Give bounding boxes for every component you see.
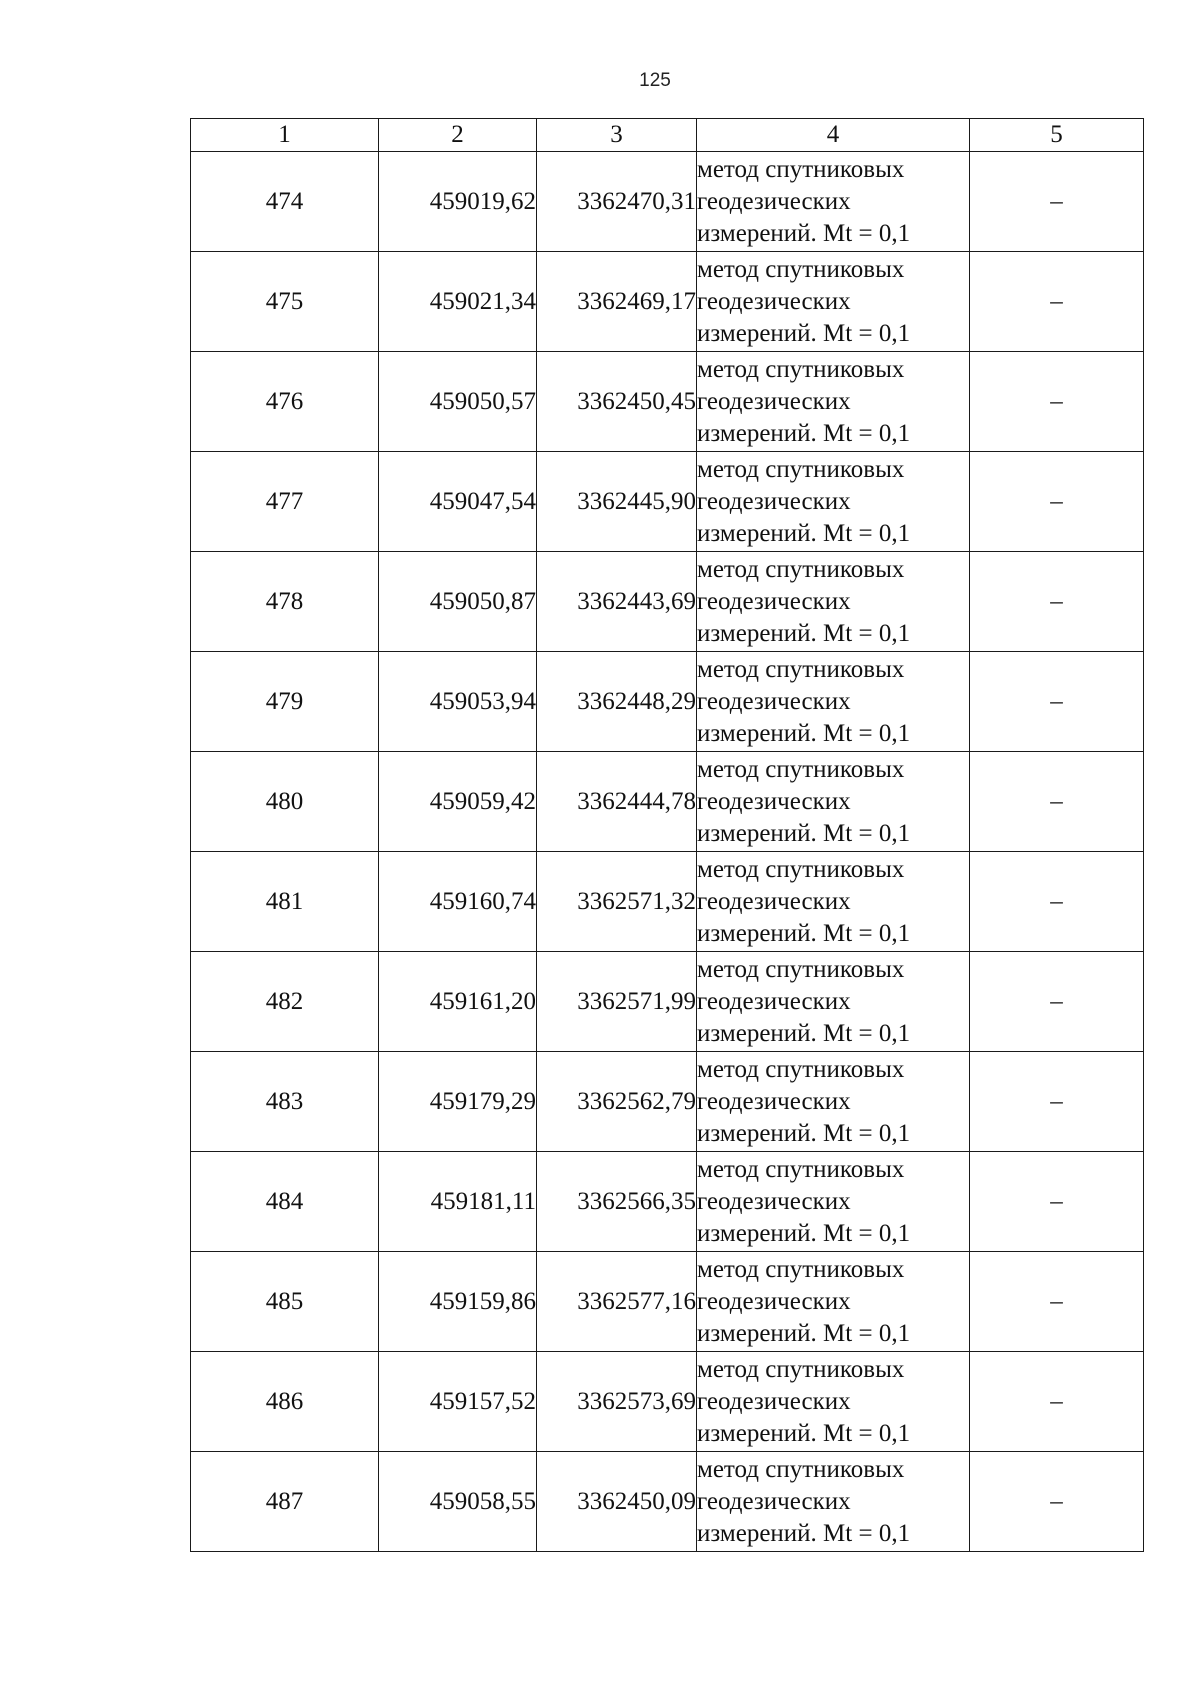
point-number-cell: 486	[191, 1352, 379, 1452]
method-cell	[697, 1452, 970, 1552]
y-coordinate-cell: 3362566,35	[537, 1152, 697, 1252]
table-row	[191, 1252, 1144, 1352]
point-number-cell: 477	[191, 452, 379, 552]
method-line: геодезических	[697, 987, 851, 1015]
note-cell: –	[970, 252, 1144, 352]
method-line: метод спутниковых	[697, 655, 905, 683]
table-body	[191, 152, 1144, 1552]
table-row	[191, 252, 1144, 352]
x-coordinate-cell: 459159,86	[379, 1252, 537, 1352]
x-coordinate-cell: 459160,74	[379, 852, 537, 952]
method-line: геодезических	[697, 887, 851, 915]
y-coordinate-cell: 3362448,29	[537, 652, 697, 752]
point-number-cell: 485	[191, 1252, 379, 1352]
x-coordinate-cell: 459179,29	[379, 1052, 537, 1152]
y-coordinate-cell: 3362450,45	[537, 352, 697, 452]
table-row	[191, 1452, 1144, 1552]
method-cell	[697, 752, 970, 852]
method-cell	[697, 952, 970, 1052]
method-line: измерений. Mt = 0,1	[697, 1119, 911, 1147]
method-line: измерений. Mt = 0,1	[697, 419, 911, 447]
method-line: метод спутниковых	[697, 755, 905, 783]
table-row	[191, 852, 1144, 952]
method-line: метод спутниковых	[697, 855, 905, 883]
point-number-cell: 478	[191, 552, 379, 652]
method-line: геодезических	[697, 1287, 851, 1315]
method-line: метод спутниковых	[697, 155, 905, 183]
method-line: измерений. Mt = 0,1	[697, 1419, 911, 1447]
method-line: измерений. Mt = 0,1	[697, 219, 911, 247]
note-cell: –	[970, 352, 1144, 452]
method-line: измерений. Mt = 0,1	[697, 719, 911, 747]
method-line: измерений. Mt = 0,1	[697, 1019, 911, 1047]
note-cell: –	[970, 1152, 1144, 1252]
method-line: геодезических	[697, 1487, 851, 1515]
method-line: измерений. Mt = 0,1	[697, 519, 911, 547]
method-cell	[697, 252, 970, 352]
table-row	[191, 652, 1144, 752]
table-row	[191, 752, 1144, 852]
note-cell: –	[970, 452, 1144, 552]
note-cell: –	[970, 1452, 1144, 1552]
x-coordinate-cell: 459157,52	[379, 1352, 537, 1452]
note-cell: –	[970, 152, 1144, 252]
y-coordinate-cell: 3362470,31	[537, 152, 697, 252]
point-number-cell: 483	[191, 1052, 379, 1152]
method-line: геодезических	[697, 1187, 851, 1215]
y-coordinate-cell: 3362571,32	[537, 852, 697, 952]
column-header-4: 4	[697, 119, 970, 152]
method-line: метод спутниковых	[697, 1155, 905, 1183]
table-row	[191, 1152, 1144, 1252]
table-row	[191, 152, 1144, 252]
method-line: геодезических	[697, 187, 851, 215]
method-line: измерений. Mt = 0,1	[697, 619, 911, 647]
x-coordinate-cell: 459021,34	[379, 252, 537, 352]
point-number-cell: 475	[191, 252, 379, 352]
method-line: геодезических	[697, 287, 851, 315]
method-line: метод спутниковых	[697, 955, 905, 983]
x-coordinate-cell: 459019,62	[379, 152, 537, 252]
method-line: измерений. Mt = 0,1	[697, 319, 911, 347]
method-line: измерений. Mt = 0,1	[697, 1519, 911, 1547]
x-coordinate-cell: 459181,11	[379, 1152, 537, 1252]
table-header-row	[191, 119, 1144, 152]
method-line: геодезических	[697, 787, 851, 815]
method-cell	[697, 1252, 970, 1352]
column-header-1: 1	[191, 119, 379, 152]
y-coordinate-cell: 3362444,78	[537, 752, 697, 852]
y-coordinate-cell: 3362571,99	[537, 952, 697, 1052]
point-number-cell: 474	[191, 152, 379, 252]
table-row	[191, 552, 1144, 652]
method-cell	[697, 552, 970, 652]
note-cell: –	[970, 1352, 1144, 1452]
point-number-cell: 476	[191, 352, 379, 452]
method-cell	[697, 152, 970, 252]
point-number-cell: 480	[191, 752, 379, 852]
x-coordinate-cell: 459058,55	[379, 1452, 537, 1552]
table-row	[191, 1052, 1144, 1152]
x-coordinate-cell: 459161,20	[379, 952, 537, 1052]
coordinates-table	[190, 118, 1144, 1552]
y-coordinate-cell: 3362577,16	[537, 1252, 697, 1352]
method-cell	[697, 852, 970, 952]
x-coordinate-cell: 459050,57	[379, 352, 537, 452]
note-cell: –	[970, 852, 1144, 952]
y-coordinate-cell: 3362445,90	[537, 452, 697, 552]
note-cell: –	[970, 652, 1144, 752]
y-coordinate-cell: 3362573,69	[537, 1352, 697, 1452]
column-header-3: 3	[537, 119, 697, 152]
table-row	[191, 352, 1144, 452]
method-line: метод спутниковых	[697, 555, 905, 583]
y-coordinate-cell: 3362450,09	[537, 1452, 697, 1552]
table-row	[191, 1352, 1144, 1452]
method-line: метод спутниковых	[697, 1355, 905, 1383]
method-line: геодезических	[697, 687, 851, 715]
method-line: метод спутниковых	[697, 355, 905, 383]
point-number-cell: 479	[191, 652, 379, 752]
method-line: метод спутниковых	[697, 1255, 905, 1283]
method-line: геодезических	[697, 587, 851, 615]
method-cell	[697, 1152, 970, 1252]
x-coordinate-cell: 459050,87	[379, 552, 537, 652]
point-number-cell: 484	[191, 1152, 379, 1252]
column-header-2: 2	[379, 119, 537, 152]
method-line: измерений. Mt = 0,1	[697, 819, 911, 847]
method-cell	[697, 1052, 970, 1152]
method-cell	[697, 652, 970, 752]
method-cell	[697, 352, 970, 452]
y-coordinate-cell: 3362443,69	[537, 552, 697, 652]
method-cell	[697, 1352, 970, 1452]
note-cell: –	[970, 752, 1144, 852]
method-cell	[697, 452, 970, 552]
y-coordinate-cell: 3362469,17	[537, 252, 697, 352]
table-row	[191, 452, 1144, 552]
page-number: 125	[639, 70, 671, 91]
method-line: метод спутниковых	[697, 255, 905, 283]
method-line: геодезических	[697, 387, 851, 415]
method-line: измерений. Mt = 0,1	[697, 919, 911, 947]
note-cell: –	[970, 552, 1144, 652]
method-line: геодезических	[697, 1387, 851, 1415]
note-cell: –	[970, 952, 1144, 1052]
x-coordinate-cell: 459053,94	[379, 652, 537, 752]
note-cell: –	[970, 1252, 1144, 1352]
column-header-5: 5	[970, 119, 1144, 152]
x-coordinate-cell: 459059,42	[379, 752, 537, 852]
method-line: измерений. Mt = 0,1	[697, 1319, 911, 1347]
method-line: геодезических	[697, 487, 851, 515]
method-line: метод спутниковых	[697, 1055, 905, 1083]
method-line: метод спутниковых	[697, 1455, 905, 1483]
point-number-cell: 481	[191, 852, 379, 952]
method-line: метод спутниковых	[697, 455, 905, 483]
method-line: измерений. Mt = 0,1	[697, 1219, 911, 1247]
point-number-cell: 487	[191, 1452, 379, 1552]
note-cell: –	[970, 1052, 1144, 1152]
point-number-cell: 482	[191, 952, 379, 1052]
x-coordinate-cell: 459047,54	[379, 452, 537, 552]
y-coordinate-cell: 3362562,79	[537, 1052, 697, 1152]
method-line: геодезических	[697, 1087, 851, 1115]
table-row	[191, 952, 1144, 1052]
